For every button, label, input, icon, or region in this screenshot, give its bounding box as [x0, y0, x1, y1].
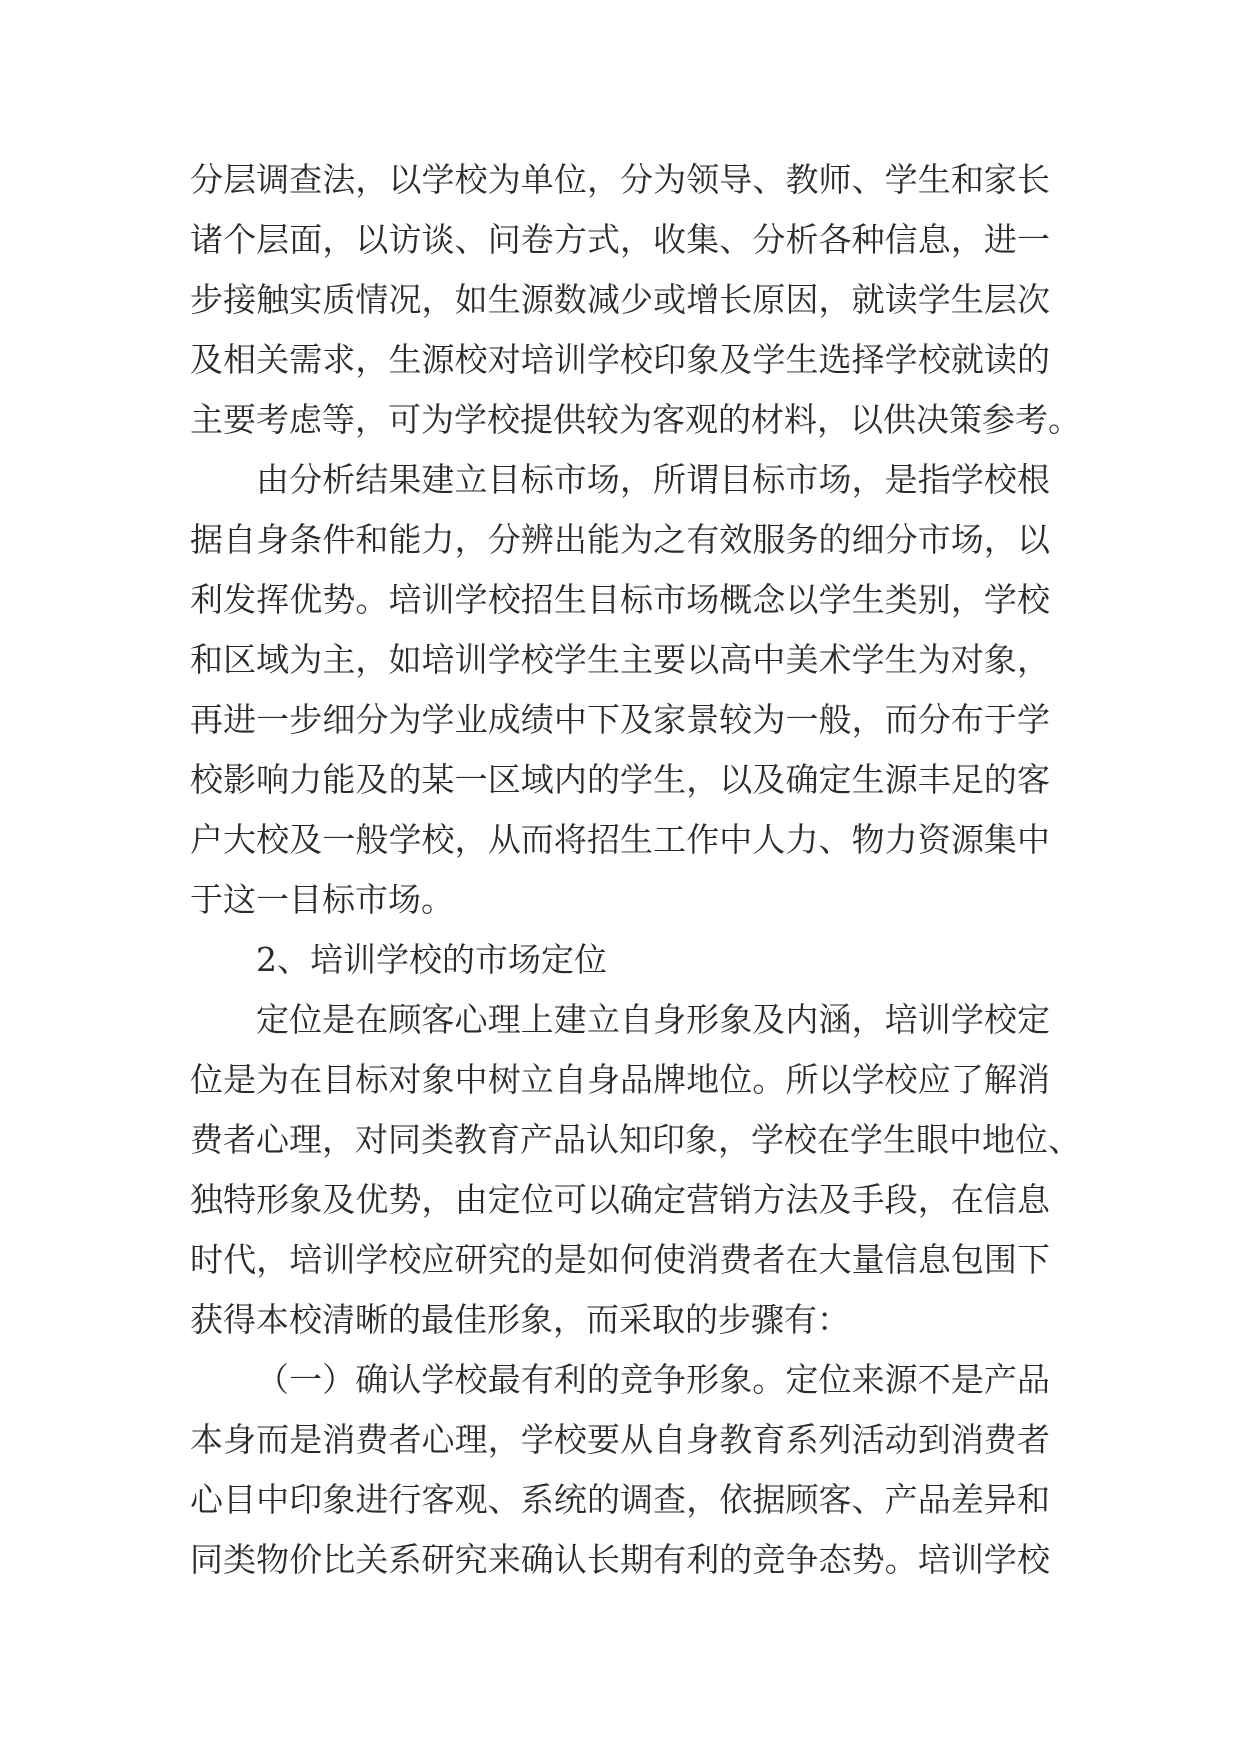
text-line: 主要考虑等，可为学校提供较为客观的材料，以供决策参考。	[190, 400, 1081, 439]
text-line: 分层调查法，以学校为单位，分为领导、教师、学生和家长	[190, 160, 1050, 199]
text-line: 校影响力能及的某一区域内的学生，以及确定生源丰足的客	[190, 760, 1050, 799]
text-line: 再进一步细分为学业成绩中下及家景较为一般，而分布于学	[190, 700, 1050, 739]
paragraph-first-line: 定位是在顾客心理上建立自身形象及内涵，培训学校定	[256, 1000, 1050, 1039]
text-line: 利发挥优势。培训学校招生目标市场概念以学生类别，学校	[190, 580, 1050, 619]
paragraph-first-line: （一）确认学校最有利的竞争形象。定位来源不是产品	[256, 1360, 1050, 1399]
text-line: 于这一目标市场。	[190, 880, 454, 919]
text-line: 位是为在目标对象中树立自身品牌地位。所以学校应了解消	[190, 1060, 1050, 1099]
text-line: 诸个层面，以访谈、问卷方式，收集、分析各种信息，进一	[190, 220, 1050, 259]
text-line: 独特形象及优势，由定位可以确定营销方法及手段，在信息	[190, 1180, 1050, 1219]
text-line: 获得本校清晰的最佳形象，而采取的步骤有：	[190, 1300, 850, 1339]
text-line: 时代，培训学校应研究的是如何使消费者在大量信息包围下	[190, 1240, 1050, 1279]
text-line: 据自身条件和能力，分辨出能为之有效服务的细分市场，以	[190, 520, 1050, 559]
document-body	[190, 150, 1081, 1590]
text-line: 和区域为主，如培训学校学生主要以高中美术学生为对象，	[190, 640, 1050, 679]
text-line: 本身而是消费者心理，学校要从自身教育系列活动到消费者	[190, 1420, 1050, 1459]
text-line: 步接触实质情况，如生源数减少或增长原因，就读学生层次	[190, 280, 1050, 319]
text-line: 费者心理，对同类教育产品认知印象，学校在学生眼中地位、	[190, 1120, 1081, 1159]
text-line: 同类物价比关系研究来确认长期有利的竞争态势。培训学校	[190, 1540, 1050, 1579]
text-line: 及相关需求，生源校对培训学校印象及学生选择学校就读的	[190, 340, 1050, 379]
paragraph-first-line: 由分析结果建立目标市场，所谓目标市场，是指学校根	[256, 460, 1050, 499]
text-line: 户大校及一般学校，从而将招生工作中人力、物力资源集中	[190, 820, 1050, 859]
text-line: 心目中印象进行客观、系统的调查，依据顾客、产品差异和	[190, 1480, 1050, 1519]
section-heading: 2、培训学校的市场定位	[256, 940, 607, 979]
